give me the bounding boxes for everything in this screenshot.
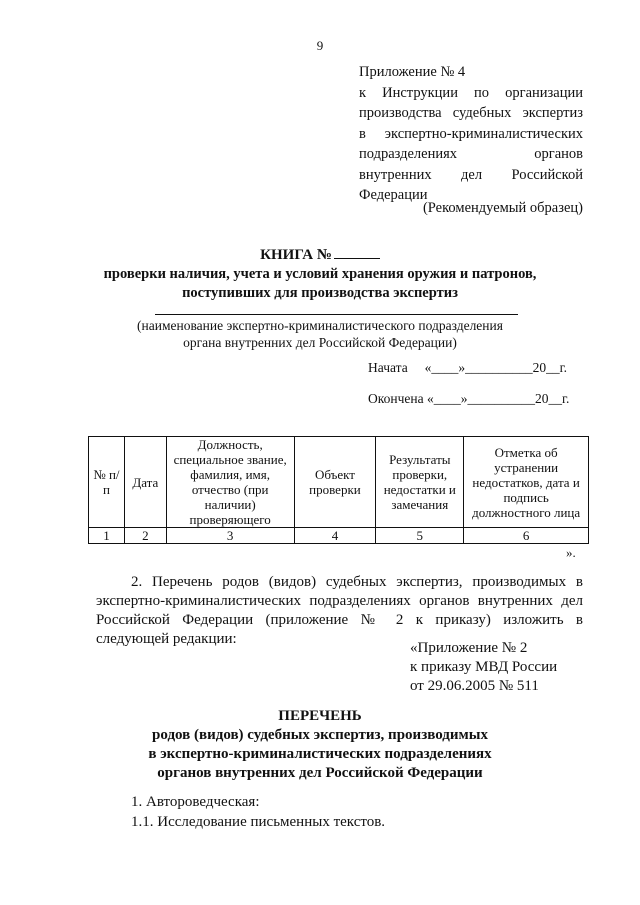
appendix2-line: «Приложение № 2 xyxy=(410,640,528,656)
paragraph-line: экспертно-криминалистических подразделениях органов внутренних дел xyxy=(96,593,583,609)
closing-quote: ». xyxy=(566,545,576,560)
paragraph-line: Российской Федерации (приложение № 2 к приказу) изложить в xyxy=(96,612,583,628)
header-cell-inspector: Должность, специальное звание, фамилия, имя, отчество (при наличии) проверяющего xyxy=(166,437,294,528)
list-item: 1.1. Исследование письменных текстов. xyxy=(131,814,386,830)
header-cell-object: Объект проверки xyxy=(294,437,376,528)
fill-in-line xyxy=(155,314,518,315)
appendix-2-block xyxy=(410,639,557,696)
column-number-cell: 6 xyxy=(464,528,589,544)
appendix-line: Приложение № 4 xyxy=(359,64,466,80)
list-item: 1. Автороведческая: xyxy=(131,794,260,810)
appendix2-line: к приказу МВД России xyxy=(410,659,558,675)
appendix-line: к Инструкции по организации xyxy=(359,84,583,101)
paragraph-line: следующей редакции: xyxy=(96,631,237,647)
perechen-subtitle-line: органов внутренних дел Российской Федерации xyxy=(157,765,483,781)
appendix-line: внутренних дел Российской xyxy=(359,166,583,183)
sample-note: (Рекомендуемый образец) xyxy=(422,200,583,216)
table-row xyxy=(89,528,589,544)
appendix-line: подразделениях органов xyxy=(359,146,583,162)
header-cell-mark: Отметка об устранении недостатков, дата и подпись должностного лица xyxy=(464,437,589,528)
book-title-text: КНИГА № xyxy=(260,247,332,263)
page-number: 9 xyxy=(316,38,324,53)
column-number-cell: 3 xyxy=(166,528,294,544)
header-cell-number: № п/п xyxy=(89,437,125,528)
perechen-subtitle-line: в экспертно-криминалистических подразделениях xyxy=(148,746,492,762)
caption-line: органа внутренних дел Российской Федерации) xyxy=(183,335,457,350)
column-number-cell: 2 xyxy=(124,528,166,544)
started-date-line: Начата «____»__________20__г. xyxy=(368,360,567,375)
caption-line: (наименование экспертно-криминалистического подразделения xyxy=(137,318,503,333)
perechen-title: ПЕРЕЧЕНЬ xyxy=(278,708,362,724)
appendix-4-block xyxy=(359,62,583,206)
header-cell-date: Дата xyxy=(124,437,166,528)
column-number-cell: 4 xyxy=(294,528,376,544)
inspection-register-table xyxy=(88,436,589,544)
amendment-paragraph xyxy=(96,573,583,649)
book-subtitle-line: поступивших для производства экспертиз xyxy=(182,285,458,301)
book-subtitle-line: проверки наличия, учета и условий хранения оружия и патронов, xyxy=(103,266,537,282)
paragraph-line: 2. Перечень родов (видов) судебных экспертиз, производимых в xyxy=(131,574,583,590)
finished-date-line: Окончена «____»__________20__г. xyxy=(368,391,570,406)
book-number-blank xyxy=(334,246,380,259)
header-cell-results: Результаты проверки, недостатки и замечания xyxy=(376,437,464,528)
book-title xyxy=(0,246,640,264)
appendix-line: производства судебных экспертиз xyxy=(359,105,583,121)
appendix-line: Федерации xyxy=(359,187,428,203)
perechen-subtitle-line: родов (видов) судебных экспертиз, производимых xyxy=(152,727,488,743)
appendix-line: в экспертно-криминалистических xyxy=(359,125,583,142)
column-number-cell: 1 xyxy=(89,528,125,544)
appendix2-line: от 29.06.2005 № 511 xyxy=(410,678,539,694)
column-number-cell: 5 xyxy=(376,528,464,544)
